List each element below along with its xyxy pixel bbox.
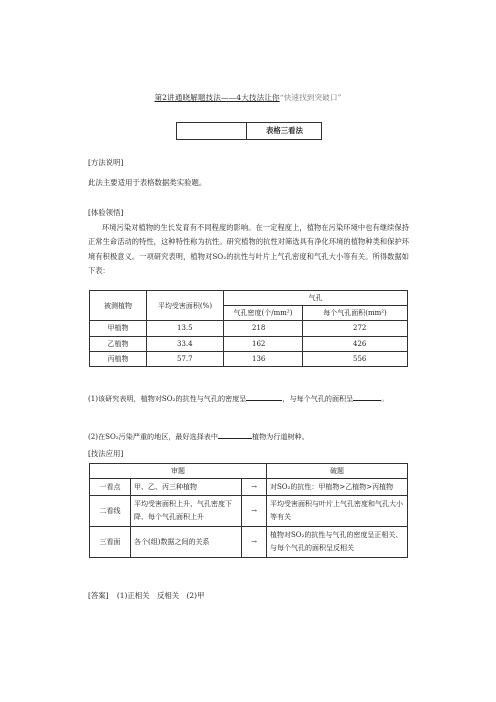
cell-area: 57.7 bbox=[147, 351, 224, 366]
cell-area: 33.4 bbox=[147, 336, 224, 351]
method-box-label: 表格三看法 bbox=[266, 126, 303, 135]
cell-step: 二看线 bbox=[90, 496, 131, 527]
cell-size: 426 bbox=[303, 336, 408, 351]
answer bbox=[88, 590, 204, 601]
table-row bbox=[90, 351, 408, 366]
cell-density: 162 bbox=[224, 336, 303, 351]
q1-text-b: ，与每个气孔的面积呈 bbox=[282, 394, 354, 403]
q1-blank-1 bbox=[246, 392, 282, 401]
table-row bbox=[90, 496, 408, 527]
cell-result: 平均受害面积与叶片上气孔密度和气孔大小等有关 bbox=[267, 496, 408, 527]
th-density: 气孔密度(个/mm²) bbox=[224, 306, 303, 321]
page-title bbox=[0, 92, 496, 103]
table-row bbox=[90, 321, 408, 336]
cell-plant: 甲植物 bbox=[90, 321, 147, 336]
cell-result: 植物对SO₂的抗性与气孔的密度呈正相关、与每个气孔的面积呈反相关 bbox=[267, 527, 408, 558]
experience-heading: [体验领悟] bbox=[88, 208, 124, 217]
arrow-icon: → bbox=[242, 496, 267, 527]
table-row bbox=[90, 527, 408, 558]
cell-step: 三看面 bbox=[90, 527, 131, 558]
cell-content: 各个(组)数据之间的关系 bbox=[131, 527, 242, 558]
analysis-table bbox=[89, 463, 408, 558]
q2-text-a: (2)在SO₂污染严重的地区，最好选择表中 bbox=[88, 432, 218, 441]
title-quote: “快速找到突破口” bbox=[279, 93, 342, 102]
th-area: 平均受害面积(%) bbox=[147, 291, 224, 321]
answer-text: (1)正相关 反相关 (2)甲 bbox=[116, 591, 205, 600]
cell-density: 136 bbox=[224, 351, 303, 366]
th-review: 审题 bbox=[90, 464, 267, 479]
th-solve: 破题 bbox=[267, 464, 408, 479]
technique-heading: [技法应用] bbox=[88, 449, 124, 458]
th-stomata: 气孔 bbox=[224, 291, 408, 306]
q1-text-a: (1)该研究表明，植物对SO₂的抗性与气孔的密度呈 bbox=[88, 394, 247, 403]
arrow-icon: → bbox=[242, 527, 267, 558]
answer-label: [答案] bbox=[88, 591, 109, 600]
question-2 bbox=[88, 430, 409, 444]
th-size: 每个气孔面积(mm²) bbox=[303, 306, 408, 321]
cell-content: 甲、乙、丙三种植物 bbox=[131, 479, 242, 496]
method-desc-text: 此法主要适用于表格数据类实验题。 bbox=[88, 178, 207, 187]
q2-text-b: 植物为行道树种。 bbox=[251, 432, 309, 441]
cell-content: 平均受害面积上升、气孔密度下降、每个气孔面积上升 bbox=[131, 496, 242, 527]
question-1 bbox=[88, 392, 409, 406]
cell-plant: 乙植物 bbox=[90, 336, 147, 351]
q1-blank-2 bbox=[353, 392, 381, 401]
experience-paragraph: 环境污染对植物的生长发育有不同程度的影响。在一定程度上，植物在污染环境中也有继续保持正常生命活动的特性，这种特性称为抗性。研究植物的抗性对筛选具有净化环境的植物种类和保护环境有积极意义。一项研究表明，植物对SO₂的抗性与叶片上气孔密度和气孔大小等有关。所得数据如下表： bbox=[88, 223, 409, 276]
method-box bbox=[176, 122, 322, 140]
cell-plant: 丙植物 bbox=[90, 351, 147, 366]
data-table bbox=[89, 290, 408, 367]
cell-area: 13.5 bbox=[147, 321, 224, 336]
method-box-empty-cell bbox=[177, 123, 247, 139]
title-main: 第2讲通晓解题技法——4大技法让你 bbox=[154, 93, 280, 102]
q1-end: 。 bbox=[381, 394, 389, 403]
arrow-icon: → bbox=[242, 479, 267, 496]
q2-blank bbox=[218, 430, 252, 439]
table-row bbox=[90, 336, 408, 351]
method-desc-heading: [方法说明] bbox=[88, 158, 124, 167]
cell-result: 对SO₂的抗性：甲植物>乙植物>丙植物 bbox=[267, 479, 408, 496]
cell-size: 556 bbox=[303, 351, 408, 366]
cell-step: 一看点 bbox=[90, 479, 131, 496]
table-row bbox=[90, 479, 408, 496]
cell-size: 272 bbox=[303, 321, 408, 336]
cell-density: 218 bbox=[224, 321, 303, 336]
th-plant: 被测植物 bbox=[90, 291, 147, 321]
